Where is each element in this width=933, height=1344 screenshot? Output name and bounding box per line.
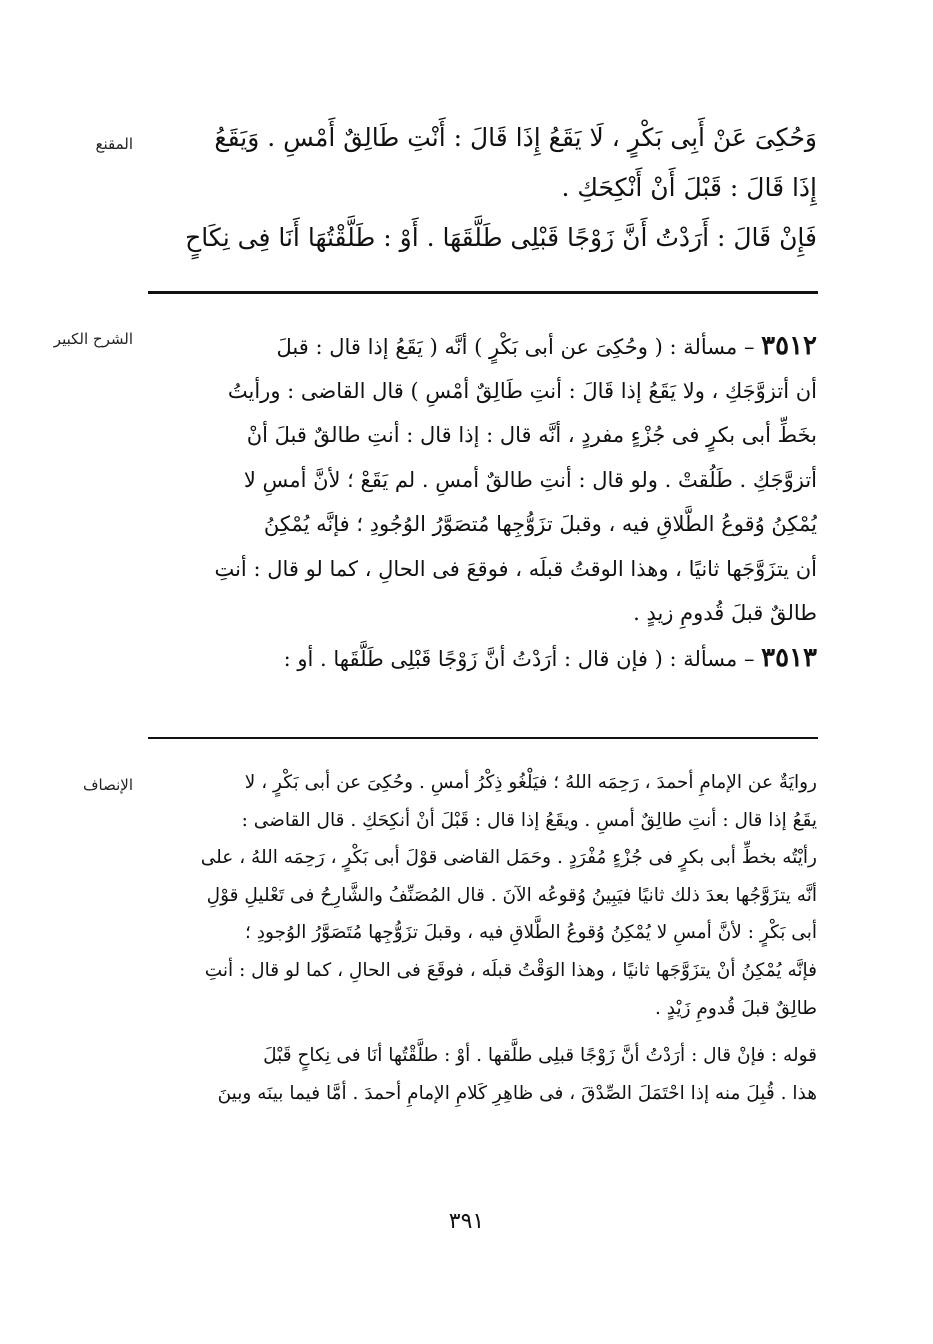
insaf-line: طالِقٌ قبلَ قُدومِ زَيْدٍ . [654, 997, 817, 1019]
masala-3512-line [117, 324, 817, 369]
side-label-insaf: الإنصاف [82, 776, 133, 794]
page-number: ٣٩١ [448, 1209, 485, 1234]
muqni-text-block [117, 113, 817, 263]
side-label-muqni: المقنع [95, 135, 133, 153]
insaf-para2-line: قوله : فإنْ قال : أرَدْتُ أنَّ زَوْجًا قبلِى طلَّقها . أوْ : طلَّقْتُها أنَا فى نِكاحٍ قَبْلَ [263, 1045, 817, 1067]
section-divider-thin [148, 737, 818, 739]
insaf-line: فإنَّه يُمْكِنُ أنْ يتزَوَّجَها ثانيًا ، وهذا الوَقْتُ قبلَه ، فوقَعَ فى الحالِ ، كما لو قال : أنتِ [204, 959, 817, 981]
muqni-line: وَحُكِىَ عَنْ أَبِى بَكْرٍ ، لَا يَقَعُ إِذَا قَالَ : أَنْتِ طَالِقٌ أَمْسِ . وَيَقَعُ [214, 123, 817, 152]
sharh-line: يُمْكِنُ وُقوعُ الطَّلاقِ فيه ، وقبلَ تزَوُّجِها مُتصَوَّرُ الوُجُودِ ؛ فإنَّه يُمْكِنُ [263, 512, 817, 536]
insaf-line: أبى بَكْرٍ : لأنَّ أمسِ لا يُمْكِنُ وُقوعُ الطَّلاقِ فيه ، وقبلَ تزَوُّجِها مُتَصَوَّرُ الوُجودِ ؛ [245, 922, 817, 944]
masala-3513-text: – مسألة : ( فإن قال : أرَدْتُ أنَّ زَوْجًا قَبْلِى طَلَّقَها . أو : [283, 646, 755, 671]
sharh-line: أتزوَّجَكِ . طَلُقتْ . ولو قال : أنتِ طالقٌ أمسِ . لم يَقَعْ ؛ لأنَّ أمسِ لا [243, 467, 817, 492]
paragraph-gap [117, 1027, 817, 1037]
insaf-text-block [117, 764, 817, 1112]
side-label-sharh: الشرح الكبير [53, 330, 133, 348]
sharh-line: أن أتزوَّجَكِ ، ولا يَقَعُ إذا قَالَ : أنتِ طَالِقٌ أمْسِ ) قال القاضى : ورأيتُ [227, 378, 817, 403]
sharh-line: بخَطِّ أبى بكرٍ فى جُزْءٍ مفردٍ ، أنَّه قال : إذا قال : أنتِ طالقٌ قبلَ أنْ [246, 423, 817, 447]
masala-3512-text: – مسألة : ( وحُكِىَ عن أبى بَكْرٍ ) أنَّه ( يَقَعُ إذا قال : قبلَ [276, 335, 755, 359]
insaf-para2-line: هذا . قُبِلَ منه إذا احْتَمَلَ الصِّدْقَ ، فى ظاهِرِ كَلامِ الإمامِ أحمدَ . أمَّا فيما بينَه وبينَ [217, 1082, 817, 1104]
muqni-line: إِذَا قَالَ : قَبْلَ أَنْ أَنْكِحَكِ . [561, 173, 817, 202]
masala-3513-line [117, 636, 817, 681]
muqni-line: فَإِنْ قَالَ : أَرَدْتُ أَنَّ زَوْجًا قَبْلِى طَلَّقَهَا . أَوْ : طَلَّقْتُهَا أَنَا فِى نِكَاحٍ [185, 223, 817, 252]
insaf-line: رأيْتُه بخطِّ أبى بكرٍ فى جُزْءٍ مُفْرَدٍ . وحَمَل القاضى قوْلَ أبى بَكْرٍ ، رَحِمَه اللهُ ، على [200, 847, 817, 869]
insaf-line: روايَةٌ عن الإمامِ أحمدَ ، رَحِمَه اللهُ ؛ فيَلْغُو ذِكْرُ أمسِ . وحُكِىَ عن أبى بَكْرٍ ، لا [244, 772, 817, 793]
masala-3512-number: ٣٥١٢ [761, 331, 817, 361]
sharh-text-block [117, 324, 817, 680]
sharh-line: أن يتزَوَّجَها ثانيًا ، وهذا الوقتُ قبلَه ، فوقعَ فى الحالِ ، كما لو قال : أنتِ [214, 556, 817, 581]
masala-3513-number: ٣٥١٣ [761, 642, 817, 673]
insaf-line: أنَّه يتزَوَّجُها بعدَ ذلك ثانيًا فيَبِينُ وُقوعُه الآنَ . قال المُصَنِّفُ والشَّارِحُ فى تَعْليلِ قوْلِ [206, 884, 817, 906]
section-divider-thick [148, 291, 818, 294]
insaf-line: يقَعُ إذا قال : أنتِ طالِقٌ أمسِ . ويقَعُ إذا قال : قَبْلَ أنْ أنكِحَكِ . قال القاضى : [241, 809, 817, 831]
sharh-line: طالقٌ قبلَ قُدومِ زيدٍ . [633, 601, 817, 625]
